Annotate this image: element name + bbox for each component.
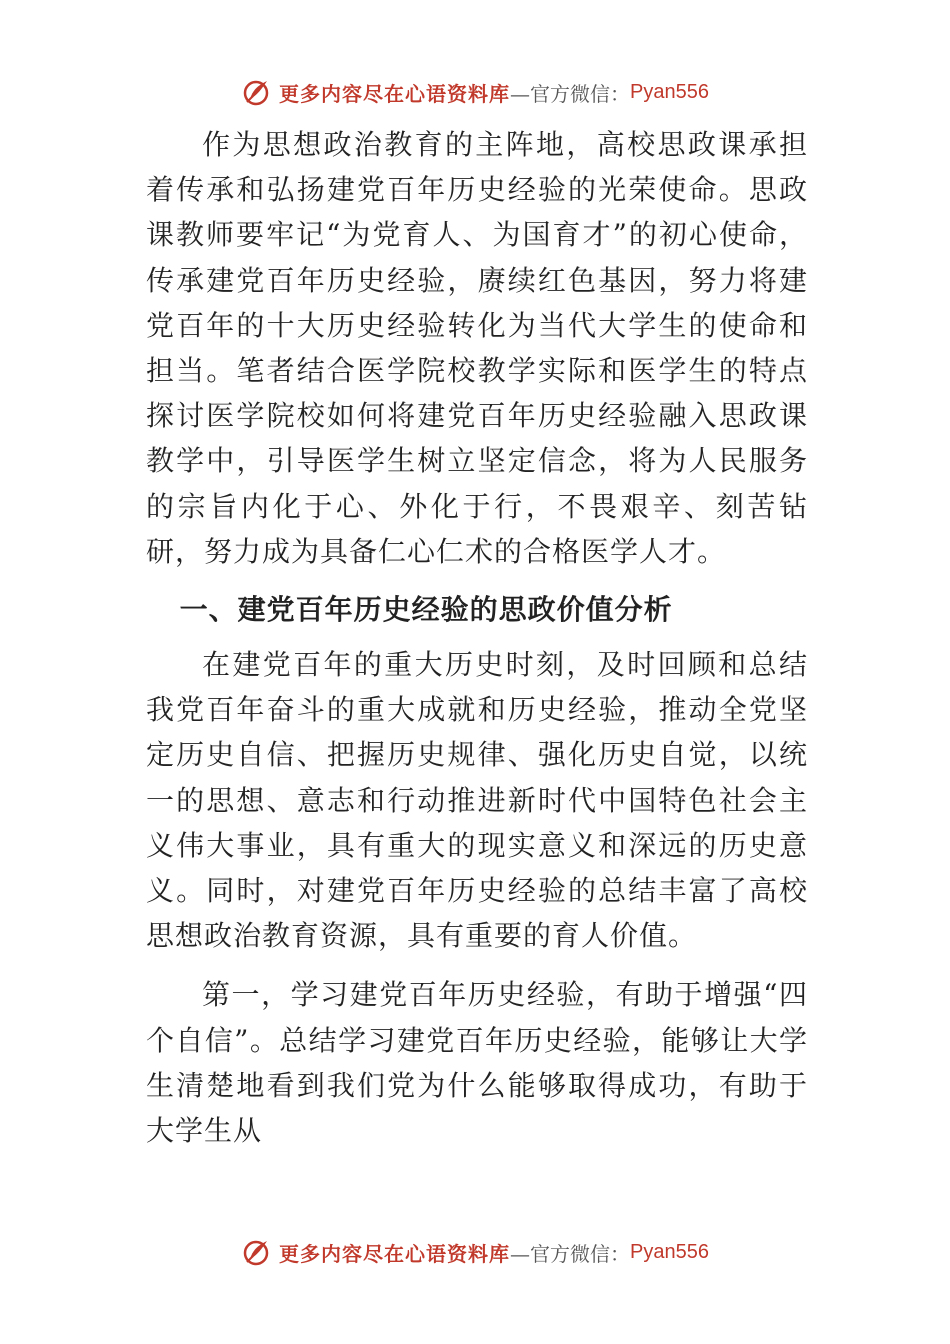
article-body: [146, 122, 808, 1167]
banner-wechat-id: Pyan556: [630, 80, 709, 103]
header-banner: [0, 72, 950, 112]
banner-wechat-id: Pyan556: [630, 1240, 709, 1263]
paragraph-intro: 作为思想政治教育的主阵地，高校思政课承担着传承和弘扬建党百年历史经验的光荣使命。思政课教师要牢记“为党育人、为国育才”的初心使命，传承建党百年历史经验，赓续红色基因，努力将建党百年的十大历史经验转化为当代大学生的使命和担当。笔者结合医学院校教学实际和医学生的特点探讨医学院校如何将建党百年历史经验融入思政课教学中，引导医学生树立坚定信念，将为人民服务的宗旨内化于心、外化于行，不畏艰辛、刻苦钻研，努力成为具备仁心仁术的合格医学人才。: [146, 128, 808, 568]
paragraph-value-analysis: 在建党百年的重大历史时刻，及时回顾和总结我党百年奋斗的重大成就和历史经验，推动全党坚定历史自信、把握历史规律、强化历史自觉，以统一的思想、意志和行动推进新时代中国特色社会主义伟大事业，具有重大的现实意义和深远的历史意义。同时，对建党百年历史经验的总结丰富了高校思想政治教育资源，具有重要的育人价值。: [146, 648, 808, 953]
banner-separator-text: —官方微信：: [510, 1241, 631, 1266]
paragraph-first-point: 第一，学习建党百年历史经验，有助于增强“四个自信”。总结学习建党百年历史经验，能够让大学生清楚地看到我们党为什么能够取得成功，有助于大学生从: [146, 978, 808, 1148]
banner-main-text: 更多内容尽在心语资料库: [279, 1241, 511, 1266]
footer-banner: [0, 1232, 950, 1272]
feather-logo-icon: [241, 77, 271, 107]
section-heading: 一、建党百年历史经验的思政价值分析: [179, 593, 673, 627]
banner-main-text: 更多内容尽在心语资料库: [279, 81, 511, 106]
feather-logo-icon: [241, 1237, 271, 1267]
banner-separator-text: —官方微信：: [510, 81, 631, 106]
